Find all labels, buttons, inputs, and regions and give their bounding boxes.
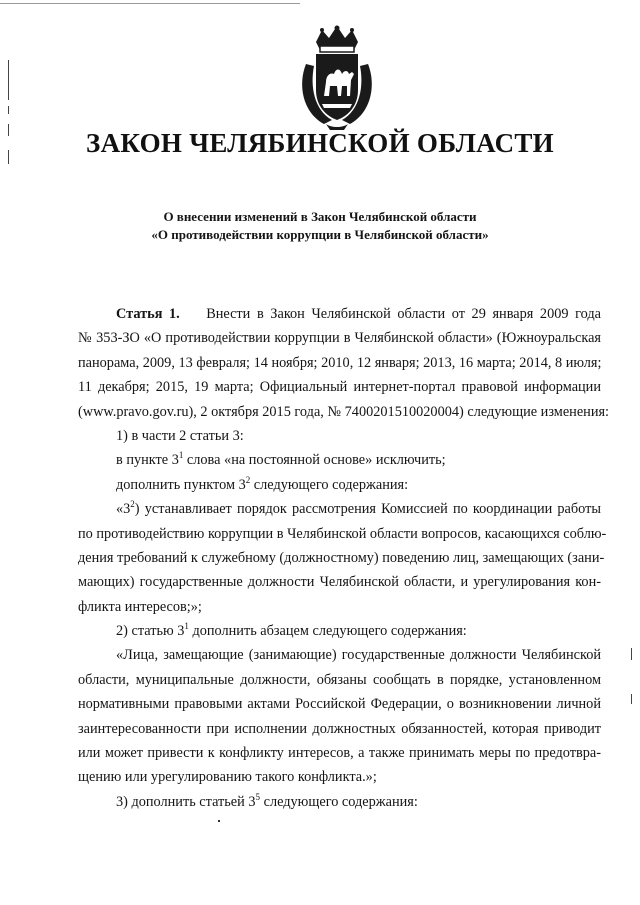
subtitle-line: «О противодействии коррупции в Челябинской области» [151, 227, 489, 242]
item2-line: заинтересованности при исполнении должностных обязанностей, которая приводит [78, 720, 601, 737]
law-title: ЗАКОН ЧЕЛЯБИНСКОЙ ОБЛАСТИ [86, 128, 554, 158]
scan-margin-mark [631, 648, 632, 660]
item1-quote-line: дения требований к служебному (должностному) поведению лиц, замещающих (зани- [78, 549, 605, 566]
item2-line: области, муниципальные должности, обязаны сообщать в порядке, установленном [78, 671, 601, 688]
scan-margin-mark [8, 60, 9, 100]
law-subtitle [0, 208, 640, 244]
article-label: Статья 1. [116, 306, 180, 322]
item2-heading: 2) статью $3^1$ дополнить абзацем следующего содержания: [116, 621, 467, 640]
scan-edge-line [0, 3, 300, 4]
scan-speck [218, 820, 220, 822]
article-first-line [78, 302, 601, 326]
coat-of-arms-emblem [296, 24, 378, 132]
item2-line: щению или урегулированию такого конфликта.»; [78, 769, 377, 786]
subtitle-line: О внесении изменений в Закон Челябинской области [163, 209, 477, 224]
item1-heading: 1) в части 2 статьи 3: [116, 427, 244, 444]
item1-quote-line: мающих) государственные должности Челябинской области, и урегулирования кон- [78, 574, 601, 591]
scan-margin-mark [8, 106, 9, 114]
item2-line: «Лица, замещающие (занимающие) государственные должности Челябинской [116, 647, 601, 664]
item1-quote-line: фликта интересов;»; [78, 598, 202, 615]
item3-heading: 3) дополнить статьей $3^5$ следующего содержания: [116, 792, 418, 810]
article-line: (www.pravo.gov.ru), 2 октября 2015 года, № 7400201510020004) следующие изменения: [78, 403, 610, 420]
document-body [78, 302, 610, 814]
item1-quote-line: «$3^2$) устанавливает порядок рассмотрения Комиссией по координации работы [116, 499, 601, 518]
item1-paragraph: в пункте $3^1$ слова «на постоянной основе» исключить; [116, 450, 446, 469]
article-text: Внести в Закон Челябинской области от 29 января 2009 года [206, 306, 601, 322]
article-line: 11 декабря; 2015, 19 марта; Официальный интернет-портал правовой информации [78, 379, 601, 396]
article-line: № 353-ЗО «О противодействии коррупции в Челябинской области» (Южноуральская [78, 330, 601, 347]
scan-margin-mark [631, 694, 632, 704]
article-line: панорама, 2009, 13 февраля; 14 ноября; 2010, 12 января; 2013, 16 марта; 2014, 8 июля; [78, 354, 602, 371]
item1-paragraph: дополнить пунктом $3^2$ следующего содержания: [116, 474, 409, 493]
item1-quote-line: по противодействию коррупции в Челябинской области вопросов, касающихся соблю- [78, 525, 607, 542]
item2-line: или может привести к конфликту интересов, а также принимать меры по предотвра- [78, 745, 601, 762]
item2-line: нормативными правовыми актами Российской Федерации, о возникновении личной [78, 696, 601, 713]
